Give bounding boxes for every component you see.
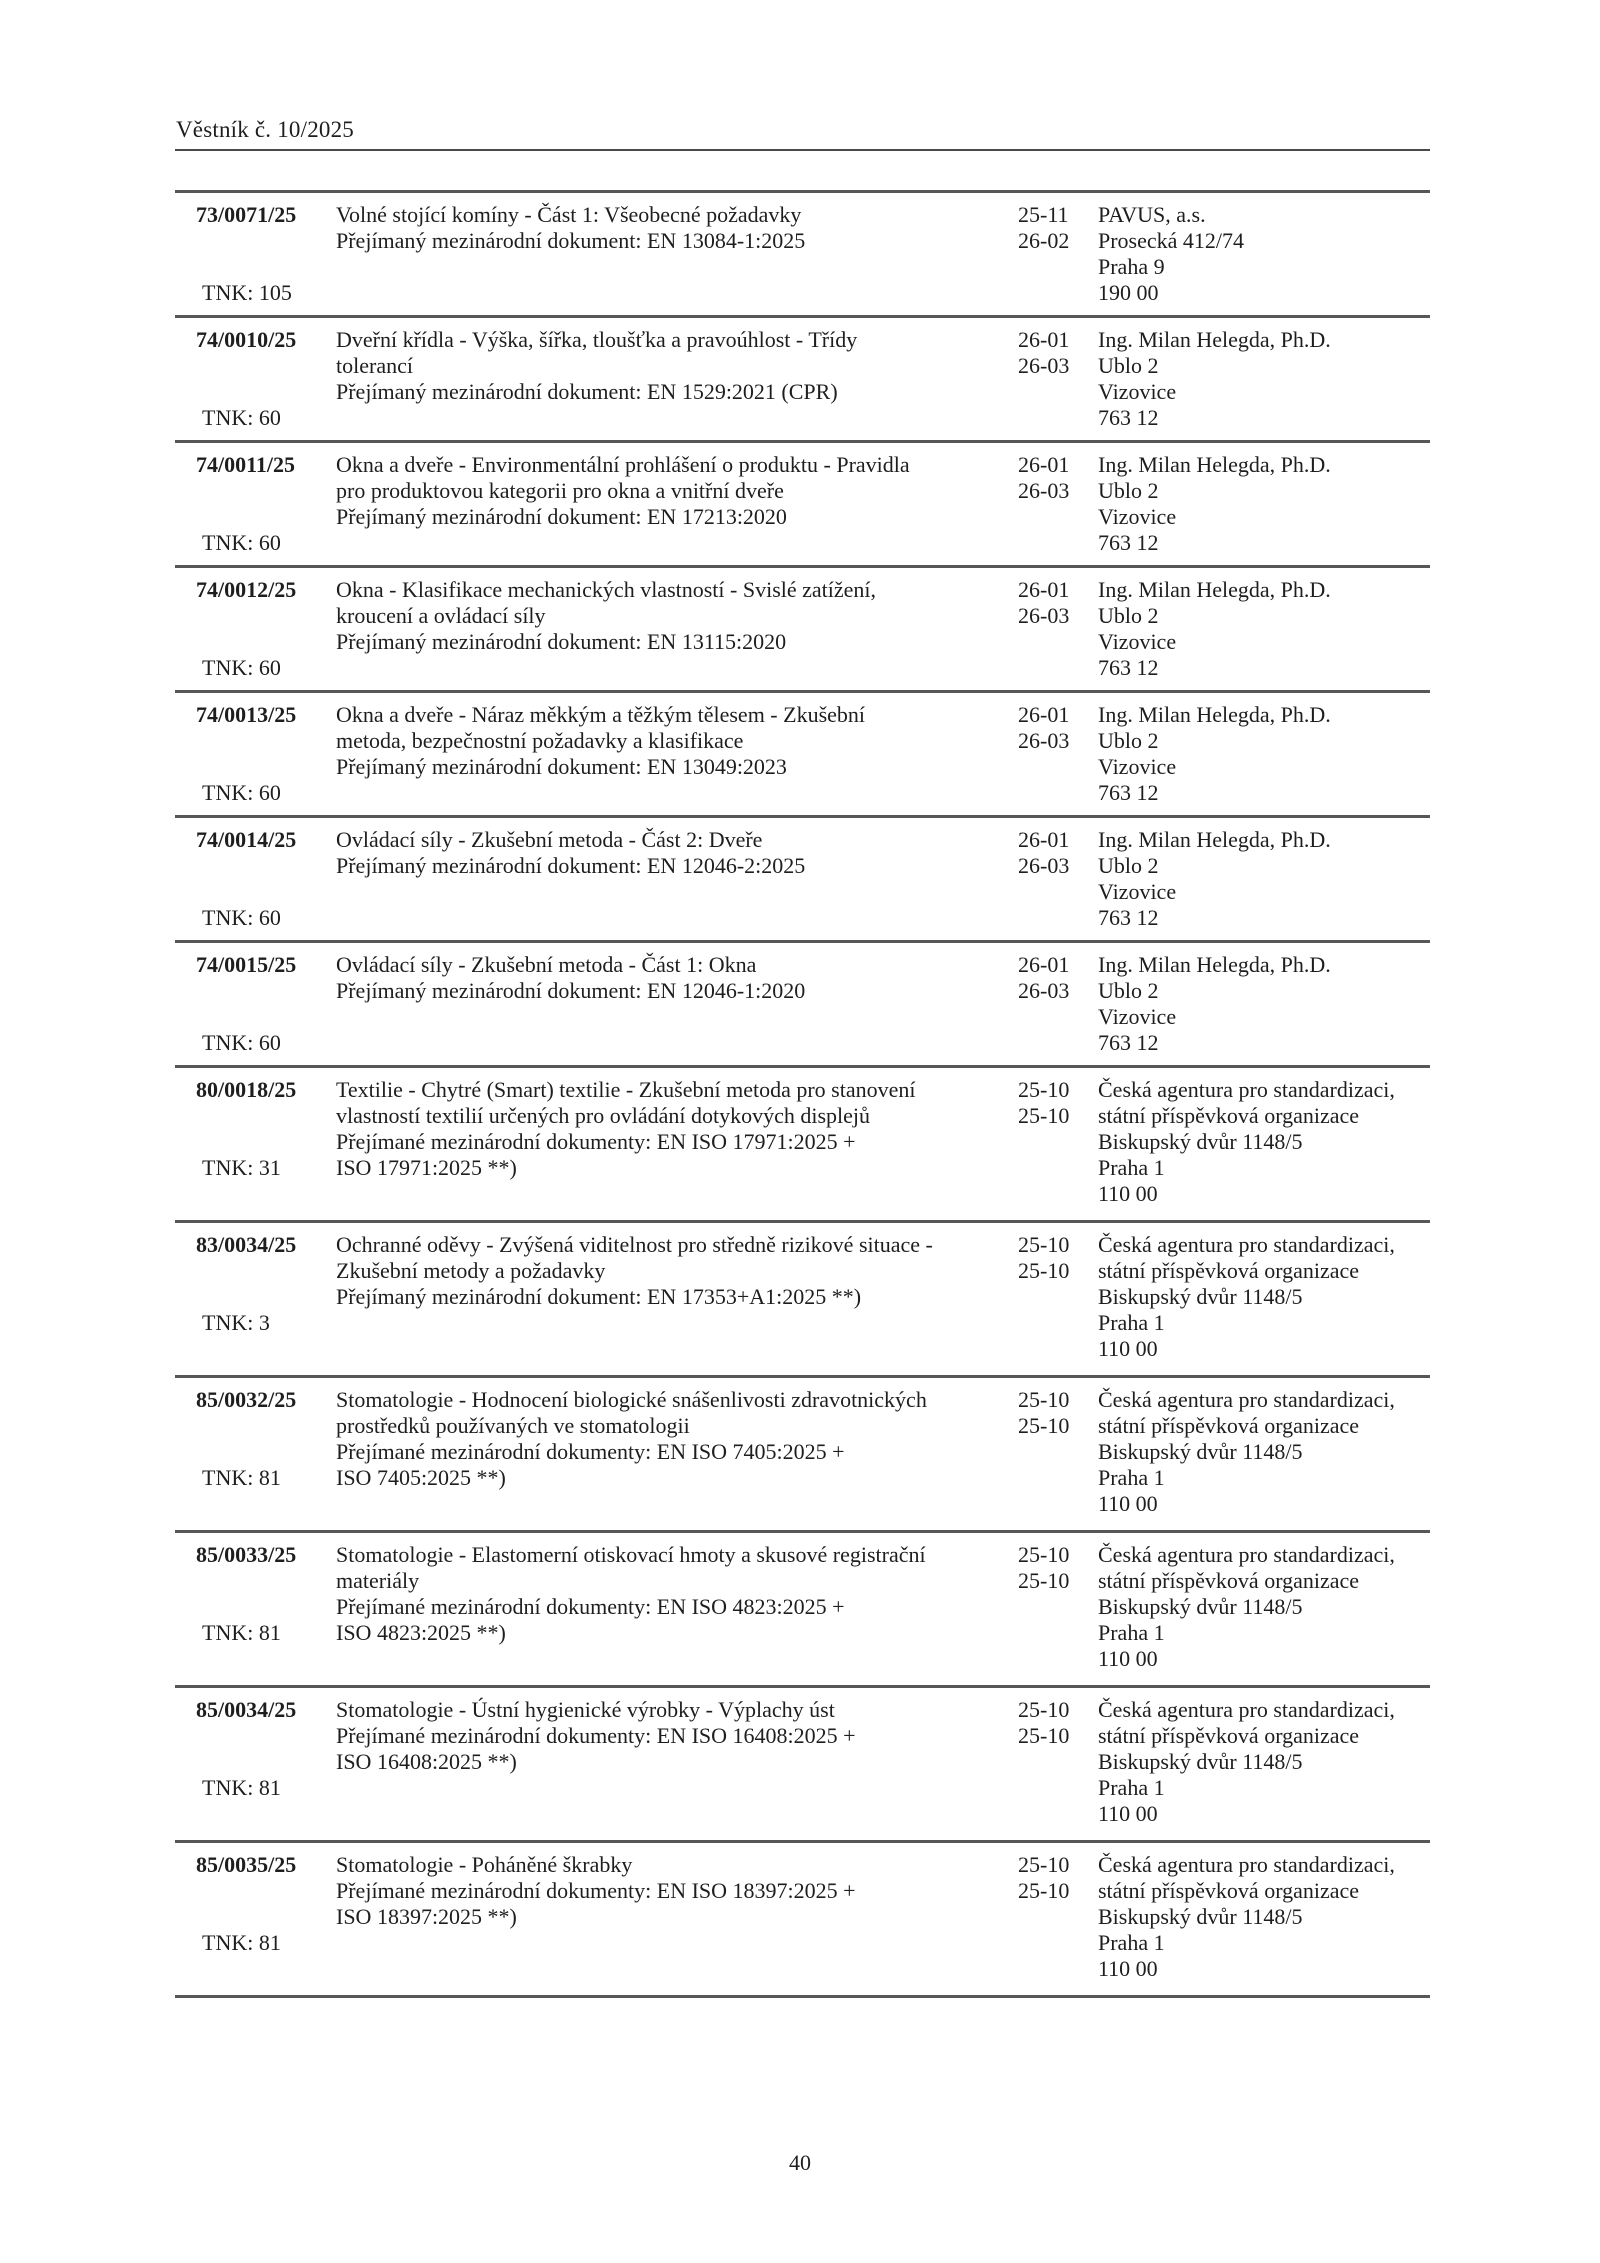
title-line: materiály xyxy=(336,1568,420,1593)
row-id: 85/0035/25 xyxy=(196,1852,297,1877)
title-line: ISO 4823:2025 **) xyxy=(336,1620,506,1645)
row-id: 80/0018/25 xyxy=(196,1077,297,1102)
date-line: 25-10 xyxy=(1018,1542,1070,1567)
title-line: Okna a dveře - Náraz měkkým a těžkým tělesem - Zkušební xyxy=(336,702,866,727)
table-row xyxy=(175,1533,1430,1688)
row-dates xyxy=(1018,1077,1069,1129)
org-line: Vizovice xyxy=(1098,379,1177,404)
row-dates xyxy=(1018,952,1069,1004)
row-dates xyxy=(1018,577,1069,629)
org-line: 190 00 xyxy=(1098,280,1159,305)
row-tnk: TNK: 81 xyxy=(202,1465,281,1490)
org-line: Praha 1 xyxy=(1098,1930,1165,1955)
date-line: 25-10 xyxy=(1018,1852,1070,1877)
row-id: 74/0010/25 xyxy=(196,327,297,352)
row-id: 74/0014/25 xyxy=(196,827,297,852)
org-line: Ublo 2 xyxy=(1098,353,1159,378)
date-line: 26-01 xyxy=(1018,952,1070,977)
date-line: 26-03 xyxy=(1018,478,1070,503)
org-line: Ublo 2 xyxy=(1098,728,1159,753)
org-line: Ing. Milan Helegda, Ph.D. xyxy=(1098,577,1331,602)
table-row xyxy=(175,943,1430,1068)
row-title xyxy=(336,1697,1036,1775)
date-line: 26-01 xyxy=(1018,827,1070,852)
org-line: Vizovice xyxy=(1098,754,1177,779)
row-org xyxy=(1098,327,1331,431)
title-line: Přejímaný mezinárodní dokument: EN 13084-1:2025 xyxy=(336,228,806,253)
title-line: Zkušební metody a požadavky xyxy=(336,1258,606,1283)
row-tnk: TNK: 60 xyxy=(202,530,281,555)
title-line: Stomatologie - Poháněné škrabky xyxy=(336,1852,633,1877)
date-line: 25-10 xyxy=(1018,1413,1070,1438)
org-line: Česká agentura pro standardizaci, xyxy=(1098,1232,1395,1257)
org-line: 110 00 xyxy=(1098,1336,1158,1361)
org-line: 110 00 xyxy=(1098,1491,1158,1516)
org-line: Prosecká 412/74 xyxy=(1098,228,1245,253)
title-line: Přejímaný mezinárodní dokument: EN 12046-1:2020 xyxy=(336,978,806,1003)
org-line: Vizovice xyxy=(1098,1004,1177,1029)
row-dates xyxy=(1018,1542,1069,1594)
title-line: vlastností textilií určených pro ovládání dotykových displejů xyxy=(336,1103,871,1128)
date-line: 25-10 xyxy=(1018,1387,1070,1412)
row-org xyxy=(1098,1852,1395,1982)
row-dates xyxy=(1018,1852,1069,1904)
title-line: Přejímaný mezinárodní dokument: EN 17353+A1:2025 **) xyxy=(336,1284,862,1309)
row-tnk: TNK: 60 xyxy=(202,405,281,430)
org-line: 763 12 xyxy=(1098,405,1159,430)
org-line: 763 12 xyxy=(1098,1030,1159,1055)
org-line: Biskupský dvůr 1148/5 xyxy=(1098,1439,1303,1464)
date-line: 26-03 xyxy=(1018,353,1070,378)
table-row xyxy=(175,1378,1430,1533)
org-line: Praha 1 xyxy=(1098,1775,1165,1800)
title-line: ISO 16408:2025 **) xyxy=(336,1749,517,1774)
org-line: 763 12 xyxy=(1098,655,1159,680)
row-id: 74/0013/25 xyxy=(196,702,297,727)
row-title xyxy=(336,1387,1036,1491)
row-title xyxy=(336,1232,1036,1310)
row-dates xyxy=(1018,327,1069,379)
org-line: Biskupský dvůr 1148/5 xyxy=(1098,1749,1303,1774)
org-line: PAVUS, a.s. xyxy=(1098,202,1206,227)
title-line: Volné stojící komíny - Část 1: Všeobecné požadavky xyxy=(336,202,802,227)
org-line: Praha 1 xyxy=(1098,1465,1165,1490)
org-line: Ing. Milan Helegda, Ph.D. xyxy=(1098,702,1331,727)
org-line: Praha 1 xyxy=(1098,1310,1165,1335)
title-line: Ochranné oděvy - Zvýšená viditelnost pro středně rizikové situace - xyxy=(336,1232,933,1257)
date-line: 26-01 xyxy=(1018,327,1070,352)
row-title xyxy=(336,327,1036,405)
row-tnk: TNK: 105 xyxy=(202,280,292,305)
title-line: Přejímaný mezinárodní dokument: EN 17213:2020 xyxy=(336,504,787,529)
table-row xyxy=(175,443,1430,568)
org-line: Biskupský dvůr 1148/5 xyxy=(1098,1284,1303,1309)
date-line: 26-03 xyxy=(1018,853,1070,878)
org-line: 110 00 xyxy=(1098,1646,1158,1671)
row-title xyxy=(336,1077,1036,1181)
row-dates xyxy=(1018,202,1069,254)
row-tnk: TNK: 60 xyxy=(202,780,281,805)
org-line: 763 12 xyxy=(1098,530,1159,555)
row-id: 74/0011/25 xyxy=(196,452,296,477)
org-line: Vizovice xyxy=(1098,504,1177,529)
row-org xyxy=(1098,702,1331,806)
org-line: Praha 1 xyxy=(1098,1620,1165,1645)
date-line: 26-01 xyxy=(1018,577,1070,602)
table-row xyxy=(175,193,1430,318)
date-line: 25-10 xyxy=(1018,1723,1070,1748)
org-line: 763 12 xyxy=(1098,780,1159,805)
page-number: 40 xyxy=(789,2150,811,2175)
row-title xyxy=(336,452,1036,530)
org-line: 110 00 xyxy=(1098,1801,1158,1826)
title-line: Stomatologie - Elastomerní otiskovací hmoty a skusové registrační xyxy=(336,1542,926,1567)
date-line: 25-10 xyxy=(1018,1232,1070,1257)
title-line: ISO 7405:2025 **) xyxy=(336,1465,506,1490)
date-line: 25-10 xyxy=(1018,1878,1070,1903)
row-tnk: TNK: 3 xyxy=(202,1310,270,1335)
title-line: Přejímaný mezinárodní dokument: EN 12046-2:2025 xyxy=(336,853,806,878)
org-line: státní příspěvková organizace xyxy=(1098,1103,1360,1128)
row-dates xyxy=(1018,1232,1069,1284)
row-title xyxy=(336,827,1036,879)
table-row xyxy=(175,1843,1430,1998)
row-dates xyxy=(1018,1697,1069,1749)
title-line: ISO 17971:2025 **) xyxy=(336,1155,517,1180)
row-tnk: TNK: 31 xyxy=(202,1155,281,1180)
title-line: metoda, bezpečnostní požadavky a klasifikace xyxy=(336,728,744,753)
title-line: Okna - Klasifikace mechanických vlastností - Svislé zatížení, xyxy=(336,577,877,602)
row-tnk: TNK: 81 xyxy=(202,1775,281,1800)
table-row xyxy=(175,693,1430,818)
title-line: prostředků používaných ve stomatologii xyxy=(336,1413,690,1438)
title-line: Přejímané mezinárodní dokumenty: EN ISO 4823:2025 + xyxy=(336,1594,845,1619)
org-line: Ing. Milan Helegda, Ph.D. xyxy=(1098,327,1331,352)
table-row xyxy=(175,818,1430,943)
title-line: Ovládací síly - Zkušební metoda - Část 1: Okna xyxy=(336,952,757,977)
title-line: Přejímané mezinárodní dokumenty: EN ISO 18397:2025 + xyxy=(336,1878,856,1903)
org-line: Česká agentura pro standardizaci, xyxy=(1098,1697,1395,1722)
table-row xyxy=(175,1223,1430,1378)
org-line: Ing. Milan Helegda, Ph.D. xyxy=(1098,827,1331,852)
date-line: 25-10 xyxy=(1018,1258,1070,1283)
row-org xyxy=(1098,452,1331,556)
title-line: Přejímané mezinárodní dokumenty: EN ISO 17971:2025 + xyxy=(336,1129,856,1154)
org-line: Biskupský dvůr 1148/5 xyxy=(1098,1129,1303,1154)
row-id: 85/0034/25 xyxy=(196,1697,297,1722)
title-line: Přejímané mezinárodní dokumenty: EN ISO 7405:2025 + xyxy=(336,1439,845,1464)
title-line: Přejímaný mezinárodní dokument: EN 1529:2021 (CPR) xyxy=(336,379,838,404)
date-line: 26-03 xyxy=(1018,728,1070,753)
org-line: Ublo 2 xyxy=(1098,978,1159,1003)
row-tnk: TNK: 81 xyxy=(202,1930,281,1955)
row-org xyxy=(1098,952,1331,1056)
org-line: Vizovice xyxy=(1098,879,1177,904)
title-line: kroucení a ovládací síly xyxy=(336,603,546,628)
table-row xyxy=(175,568,1430,693)
row-tnk: TNK: 60 xyxy=(202,905,281,930)
org-line: Biskupský dvůr 1148/5 xyxy=(1098,1904,1303,1929)
title-line: Stomatologie - Hodnocení biologické snášenlivosti zdravotnických xyxy=(336,1387,927,1412)
row-title xyxy=(336,952,1036,1004)
row-org xyxy=(1098,577,1331,681)
date-line: 26-03 xyxy=(1018,603,1070,628)
org-line: Ing. Milan Helegda, Ph.D. xyxy=(1098,452,1331,477)
org-line: Biskupský dvůr 1148/5 xyxy=(1098,1594,1303,1619)
row-org xyxy=(1098,1542,1395,1672)
org-line: státní příspěvková organizace xyxy=(1098,1413,1360,1438)
date-line: 25-10 xyxy=(1018,1697,1070,1722)
title-line: Přejímaný mezinárodní dokument: EN 13049:2023 xyxy=(336,754,787,779)
org-line: Ing. Milan Helegda, Ph.D. xyxy=(1098,952,1331,977)
row-id: 85/0032/25 xyxy=(196,1387,297,1412)
date-line: 25-10 xyxy=(1018,1103,1070,1128)
org-line: Česká agentura pro standardizaci, xyxy=(1098,1852,1395,1877)
date-line: 26-02 xyxy=(1018,228,1070,253)
row-org xyxy=(1098,1077,1395,1207)
row-org xyxy=(1098,1232,1395,1362)
row-org xyxy=(1098,827,1331,931)
org-line: 763 12 xyxy=(1098,905,1159,930)
date-line: 25-10 xyxy=(1018,1568,1070,1593)
row-title xyxy=(336,1852,1036,1930)
row-title xyxy=(336,1542,1036,1646)
row-id: 83/0034/25 xyxy=(196,1232,297,1257)
title-line: tolerancí xyxy=(336,353,413,378)
org-line: Ublo 2 xyxy=(1098,853,1159,878)
date-line: 26-03 xyxy=(1018,978,1070,1003)
title-line: ISO 18397:2025 **) xyxy=(336,1904,517,1929)
org-line: státní příspěvková organizace xyxy=(1098,1258,1360,1283)
page-header-title: Věstník č. 10/2025 xyxy=(176,117,354,142)
org-line: Praha 1 xyxy=(1098,1155,1165,1180)
row-dates xyxy=(1018,1387,1069,1439)
org-line: Česká agentura pro standardizaci, xyxy=(1098,1077,1395,1102)
org-line: Ublo 2 xyxy=(1098,478,1159,503)
date-line: 26-01 xyxy=(1018,702,1070,727)
row-id: 74/0012/25 xyxy=(196,577,297,602)
title-line: pro produktovou kategorii pro okna a vnitřní dveře xyxy=(336,478,784,503)
title-line: Textilie - Chytré (Smart) textilie - Zkušební metoda pro stanovení xyxy=(336,1077,916,1102)
row-tnk: TNK: 81 xyxy=(202,1620,281,1645)
org-line: Vizovice xyxy=(1098,629,1177,654)
row-title xyxy=(336,202,1036,254)
title-line: Okna a dveře - Environmentální prohlášení o produktu - Pravidla xyxy=(336,452,910,477)
row-org xyxy=(1098,1697,1395,1827)
org-line: Česká agentura pro standardizaci, xyxy=(1098,1542,1395,1567)
row-tnk: TNK: 60 xyxy=(202,1030,281,1055)
org-line: státní příspěvková organizace xyxy=(1098,1878,1360,1903)
row-id: 73/0071/25 xyxy=(196,202,297,227)
org-line: státní příspěvková organizace xyxy=(1098,1568,1360,1593)
title-line: Stomatologie - Ústní hygienické výrobky - Výplachy úst xyxy=(336,1697,835,1722)
date-line: 25-11 xyxy=(1018,202,1069,227)
row-org xyxy=(1098,202,1244,306)
row-tnk: TNK: 60 xyxy=(202,655,281,680)
title-line: Přejímané mezinárodní dokumenty: EN ISO 16408:2025 + xyxy=(336,1723,856,1748)
standards-table xyxy=(175,190,1430,1998)
date-line: 25-10 xyxy=(1018,1077,1070,1102)
org-line: Praha 9 xyxy=(1098,254,1165,279)
org-line: 110 00 xyxy=(1098,1956,1158,1981)
row-title xyxy=(336,577,1036,655)
row-dates xyxy=(1018,827,1069,879)
row-org xyxy=(1098,1387,1395,1517)
date-line: 26-01 xyxy=(1018,452,1070,477)
title-line: Dveřní křídla - Výška, šířka, tloušťka a pravoúhlost - Třídy xyxy=(336,327,858,352)
org-line: státní příspěvková organizace xyxy=(1098,1723,1360,1748)
row-id: 85/0033/25 xyxy=(196,1542,297,1567)
row-id: 74/0015/25 xyxy=(196,952,297,977)
org-line: Ublo 2 xyxy=(1098,603,1159,628)
table-row xyxy=(175,318,1430,443)
title-line: Přejímaný mezinárodní dokument: EN 13115:2020 xyxy=(336,629,787,654)
row-dates xyxy=(1018,702,1069,754)
row-title xyxy=(336,702,1036,780)
org-line: Česká agentura pro standardizaci, xyxy=(1098,1387,1395,1412)
row-dates xyxy=(1018,452,1069,504)
table-row xyxy=(175,1068,1430,1223)
header-rule xyxy=(175,149,1430,151)
table-row xyxy=(175,1688,1430,1843)
title-line: Ovládací síly - Zkušební metoda - Část 2: Dveře xyxy=(336,827,763,852)
org-line: 110 00 xyxy=(1098,1181,1158,1206)
